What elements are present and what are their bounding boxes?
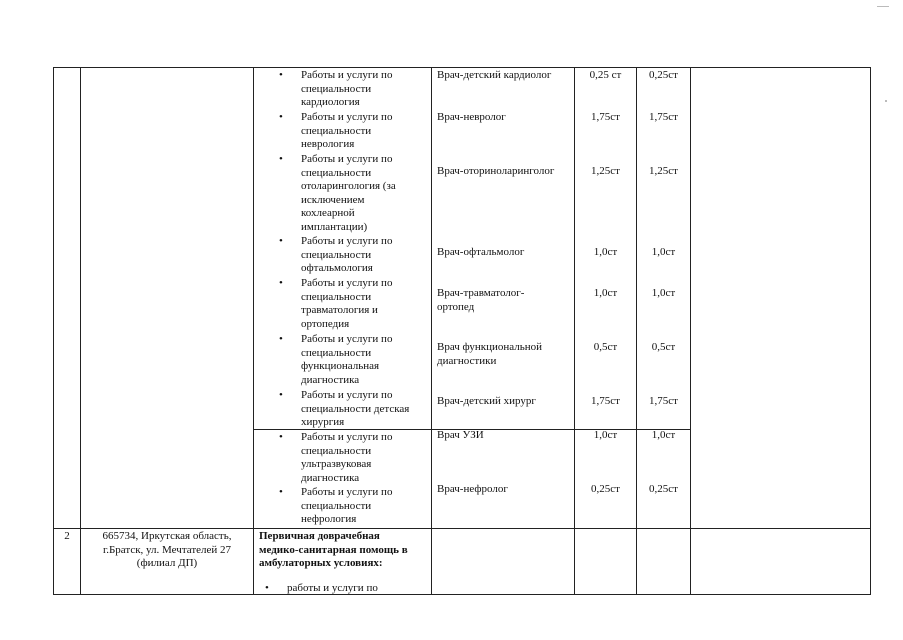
service-item: • Работы и услуги по специальности офтальмология (301, 235, 429, 277)
position-name: Врач-травматолог- ортопед (437, 287, 525, 313)
position-name: Врач УЗИ (437, 429, 484, 441)
service-item: • работы и услуги по (287, 582, 427, 596)
planned-rate: 1,0ст (593, 287, 618, 299)
care-type-heading: Первичная доврачебная медико-санитарная помощь в амбулаторных условиях: (259, 530, 408, 570)
scan-mark (885, 100, 887, 102)
position-name: Врач-детский кардиолог (437, 69, 552, 81)
service-list (301, 69, 429, 431)
actual-rate: 1,0ст (651, 246, 676, 258)
planned-rate: 0,25 ст (589, 69, 622, 81)
service-item: • Работы и услуги по специальности неврология (301, 111, 429, 153)
planned-rate: 0,25ст (591, 483, 620, 495)
col-border-4 (574, 67, 575, 595)
actual-rate: 1,0ст (651, 429, 676, 441)
service-item: • Работы и услуги по специальности кардиология (301, 69, 429, 111)
row-number: 2 (64, 530, 70, 542)
service-item: • Работы и услуги по специальности функциональная диагностика (301, 333, 429, 389)
service-item: • Работы и услуги по специальности ультразвуковая диагностика (301, 431, 429, 486)
position-name: Врач-офтальмолог (437, 246, 525, 258)
col-border-0 (53, 67, 54, 595)
service-item: • Работы и услуги по специальности детская хирургия (301, 389, 429, 431)
col-border-7 (870, 67, 871, 595)
planned-rate: 1,0ст (593, 246, 618, 258)
position-name: Врач-нефролог (437, 483, 508, 495)
planned-rate: 1,0ст (593, 429, 618, 441)
planned-rate: 1,75ст (591, 395, 620, 407)
scan-mark (877, 6, 889, 7)
row-divider-line (53, 528, 871, 529)
col-border-1 (80, 67, 81, 595)
address-cell: 665734, Иркутская область, г.Братск, ул. Мечтателей 27 (филиал ДП) (102, 530, 232, 570)
actual-rate: 1,75ст (649, 111, 678, 123)
actual-rate: 0,25ст (649, 483, 678, 495)
actual-rate: 0,5ст (651, 341, 676, 353)
planned-rate: 1,75ст (591, 111, 620, 123)
actual-rate: 1,75ст (649, 395, 678, 407)
actual-rate: 0,25ст (649, 69, 678, 81)
col-border-3 (431, 67, 432, 595)
actual-rate: 1,25ст (649, 165, 678, 177)
col-border-6 (690, 67, 691, 595)
planned-rate: 0,5ст (593, 341, 618, 353)
planned-rate: 1,25ст (591, 165, 620, 177)
position-name: Врач-детский хирург (437, 395, 536, 407)
table-bottom-border (53, 594, 871, 595)
table-top-border (53, 67, 871, 68)
staffing-table (53, 67, 871, 595)
position-name: Врач функциональной диагностики (437, 341, 543, 367)
actual-rate: 1,0ст (651, 287, 676, 299)
col-border-5 (636, 67, 637, 595)
service-item: • Работы и услуги по специальности нефрология (301, 486, 429, 528)
position-name: Врач-оториноларинголог (437, 165, 555, 177)
service-item: • Работы и услуги по специальности травматология и ортопедия (301, 277, 429, 333)
service-item: • Работы и услуги по специальности отоларингология (за исключением кохлеарной имплантации) (301, 153, 429, 235)
position-name: Врач-невролог (437, 111, 506, 123)
service-list (287, 582, 427, 596)
service-list (301, 431, 429, 528)
col-border-2 (253, 67, 254, 595)
